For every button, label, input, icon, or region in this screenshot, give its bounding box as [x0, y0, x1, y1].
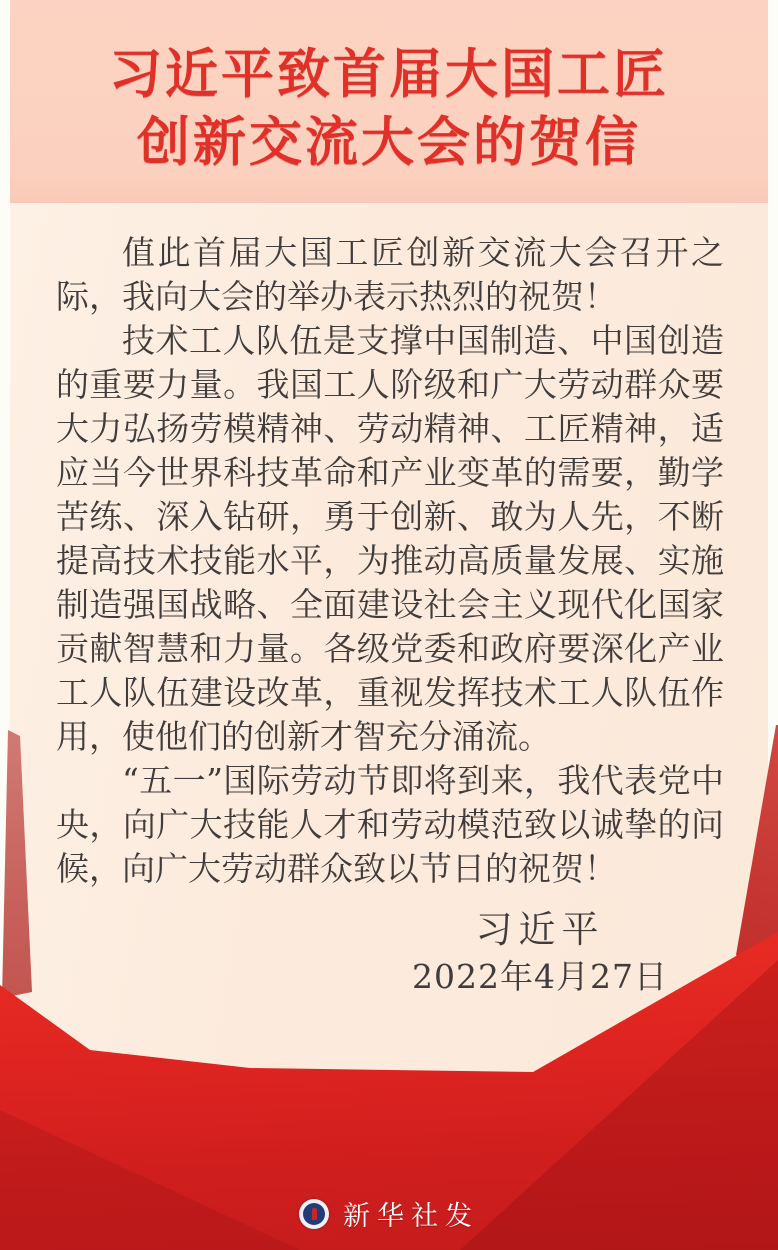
letter-paragraph-3: “五一”国际劳动节即将到来，我代表党中央，向广大技能人才和劳动模范致以诚挚的问候，向广大劳动群众致以节日的祝贺！ — [56, 761, 724, 888]
letter-body — [56, 231, 724, 891]
letter-signature: 习近平 — [475, 908, 605, 951]
page-title-line2: 创新交流大会的贺信 — [137, 111, 641, 173]
poster-header — [10, 0, 768, 203]
letter-date: 2022年4月27日 — [412, 957, 668, 996]
page-title — [10, 40, 768, 176]
letter-paragraph-2: 技术工人队伍是支撑中国制造、中国创造的重要力量。我国工人阶级和广大劳动群众要大力弘扬劳模精神、劳动精神、工匠精神，适应当今世界科技革命和产业变革的需要，勤学苦练、深入钻研，勇于创新、敢为人先，不断提高技术技能水平，为推动高质量发展、实施制造强国战略、全面建设社会主义现代化国家贡献智慧和力量。各级党委和政府要深化产业工人队伍建设改革，重视发挥技术工人队伍作用，使他们的创新才智充分涌流。 — [56, 321, 724, 756]
footer — [0, 1194, 778, 1233]
letter-paragraph-1: 值此首届大国工匠创新交流大会召开之际，我向大会的举办表示热烈的祝贺！ — [56, 233, 724, 316]
page-title-line1: 习近平致首届大国工匠 — [109, 43, 669, 105]
xinhua-logo-icon — [299, 1199, 329, 1229]
footer-credit: 新华社发 — [343, 1201, 479, 1232]
